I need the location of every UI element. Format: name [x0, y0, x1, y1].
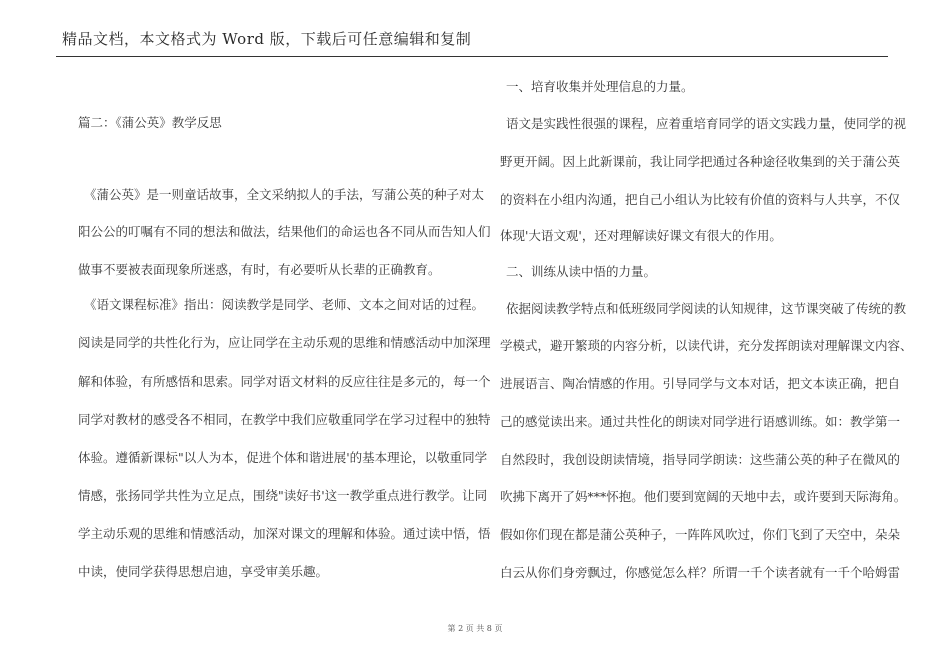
- page-number: 第 2 页 共 8 页: [447, 624, 503, 633]
- paragraph-line: 自然段时，我创设朗读情境，指导同学朗读：这些蒲公英的种子在微风的: [500, 452, 901, 467]
- section-heading: 二、训练从读中悟的力量。: [506, 264, 657, 279]
- page-header: 精品文档，本文格式为 Word 版，下载后可任意编辑和复制: [62, 30, 472, 48]
- paragraph-line: 学模式，避开繁琐的内容分析，以读代讲，充分发挥朗读对理解课文内容、: [500, 338, 913, 353]
- section-title: 篇二：《蒲公英》教学反思: [78, 115, 222, 130]
- paragraph-line: 学主动乐观的思维和情感活动，加深对课文的理解和体验。通过读中悟，悟: [78, 526, 491, 541]
- paragraph-line: 《蒲公英》是一则童话故事，全文采纳拟人的手法，写蒲公英的种子对太: [84, 187, 485, 202]
- paragraph-line: 阅读是同学的共性化行为，应让同学在主动乐观的思维和情感活动中加深理: [78, 335, 491, 350]
- section-heading: 一、培育收集并处理信息的力量。: [506, 79, 694, 94]
- paragraph-line: 的资料在小组内沟通，把自己小组认为比较有价值的资料与人共享，不仅: [500, 192, 901, 207]
- paragraph-line: 吹拂下离开了妈***怀抱。他们要到宽阔的天地中去，或许要到天际海角。: [500, 489, 907, 504]
- paragraph-line: 语文是实践性很强的课程，应着重培育同学的语文实践力量，使同学的视: [506, 116, 907, 131]
- paragraph-line: 情感，张扬同学共性为立足点，围绕"读好书'这一教学重点进行教学。让同: [78, 488, 488, 503]
- paragraph-line: 做事不要被表面现象所迷惑，有时，有必要听从长辈的正确教育。: [78, 262, 441, 277]
- paragraph-line: 己的感觉读出来。通过共性化的朗读对同学进行语感训练。如：教学第一: [500, 414, 901, 429]
- paragraph-line: 解和体验，有所感悟和思索。同学对语文材料的反应往往是多元的，每一个: [78, 374, 491, 389]
- header-divider: [56, 56, 888, 57]
- paragraph-line: 依据阅读教学特点和低班级同学阅读的认知规律，这节课突破了传统的教: [506, 301, 907, 316]
- paragraph-line: 中读，使同学获得思想启迪，享受审美乐趣。: [78, 564, 329, 579]
- paragraph-line: 体现'大语文观'，还对理解读好课文有很大的作用。: [500, 228, 782, 243]
- paragraph-line: 阳公公的叮嘱有不同的想法和做法，结果他们的命运也各不同从而告知人们: [78, 224, 491, 239]
- paragraph-line: 同学对教材的感受各不相同，在教学中我们应敬重同学在学习过程中的独特: [78, 412, 491, 427]
- paragraph-line: 假如你们现在都是蒲公英种子，一阵阵风吹过，你们飞到了天空中，朵朵: [500, 527, 901, 542]
- paragraph-line: 野更开阔。因上此新课前，我让同学把通过各种途径收集到的关于蒲公英: [500, 154, 901, 169]
- paragraph-line: 《语文课程标准》指出：阅读教学是同学、老师、文本之间对话的过程。: [84, 297, 485, 312]
- paragraph-line: 体验。遵循新课标"以人为本，促进个体和谐进展'的基本理论，以敬重同学: [78, 450, 488, 465]
- paragraph-line: 进展语言、陶冶情感的作用。引导同学与文本对话，把文本读正确，把自: [500, 376, 901, 391]
- paragraph-line: 白云从你们身旁飘过，你感觉怎么样？所谓一千个读者就有一千个哈姆雷: [500, 565, 901, 580]
